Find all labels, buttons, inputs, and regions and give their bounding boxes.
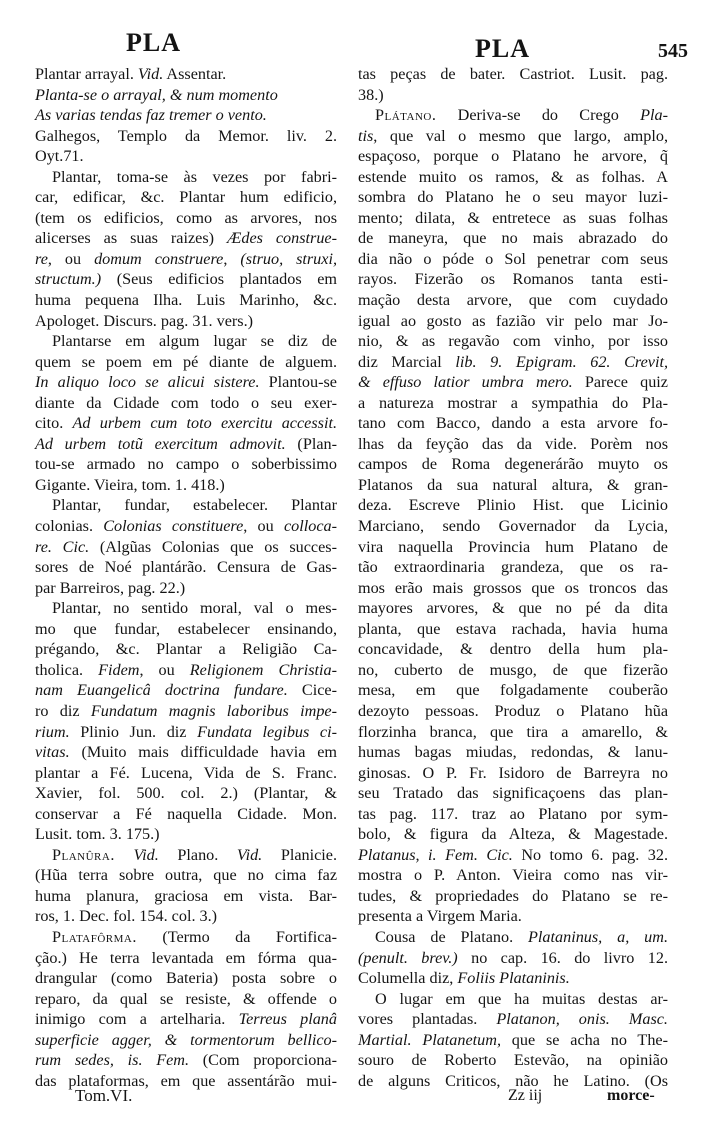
text-run: ro diz: [35, 701, 91, 720]
latin-text: Fidem: [98, 660, 140, 679]
text-line: [35, 495, 337, 516]
text-line: [35, 352, 337, 373]
text-line: [358, 680, 668, 701]
text-line: [358, 578, 668, 599]
text-line: [358, 331, 668, 352]
latin-text: Vid.: [133, 845, 159, 864]
text-run: (Hũa terra sobre outra, que no cima faz: [35, 866, 337, 885]
text-line: [358, 516, 668, 537]
text-run: Apologet. Discurs. pag. 31. vers.): [35, 311, 254, 330]
latin-text: Ad urbem cum toto exercitu accessit.: [72, 414, 337, 433]
latin-text: re. Cic.: [35, 537, 90, 556]
text-line: [35, 722, 337, 743]
text-run: huma pequena Ilha. Luis Marinho, &c.: [35, 291, 337, 310]
text-run: Plano.: [158, 845, 237, 864]
text-run: bolo, & figura da Alteza, & Magestade.: [358, 825, 668, 844]
text-run: tão extraordinaria grandeza, que os ra-: [358, 558, 668, 577]
left-column: [35, 64, 337, 1091]
text-run: car, edificar, &c. Plantar hum edificio,: [35, 188, 337, 207]
text-line: [358, 722, 668, 743]
text-run: mos erão mais grossos que os troncos das: [358, 578, 668, 597]
latin-text: nam Euangelicâ doctrina fundare.: [35, 681, 288, 700]
text-line: [358, 475, 668, 496]
latin-text: colloca-: [283, 517, 338, 536]
latin-text: rum sedes, is. Fem.: [35, 1051, 190, 1070]
text-line: [35, 249, 337, 270]
latin-text: & effuso latior umbra mero.: [358, 373, 573, 392]
text-run: Platanos da sua natural altura, & gran-: [358, 475, 668, 494]
text-run: inimigo com a artelharia.: [35, 1010, 239, 1029]
text-run: Assentar.: [163, 65, 227, 83]
text-line: [35, 948, 337, 969]
text-run: (Termo da Fortifica-: [136, 927, 337, 946]
text-line: [35, 85, 337, 106]
text-line: [35, 1009, 337, 1030]
text-run: campos de Roma degenerárão muyto os: [358, 455, 668, 474]
text-run: diante da Cidade com todo o seu exer-: [35, 393, 337, 412]
text-run: plantar a Fé. Lucena, Vida de S. Franc.: [35, 763, 337, 782]
text-line: [358, 886, 668, 907]
text-line: [35, 269, 337, 290]
text-line: [358, 413, 668, 434]
volume-mark: Tom.VI.: [75, 1086, 133, 1105]
text-run: Plinio Jun. diz: [69, 722, 198, 741]
text-line: [35, 680, 337, 701]
text-run: Gigante. Vieira, tom. 1. 418.): [35, 475, 225, 494]
text-line: [35, 763, 337, 784]
latin-text: Fundatum magnis laboribus impe-: [90, 701, 338, 720]
headword: Plátano.: [375, 106, 437, 125]
text-line: [358, 146, 668, 167]
text-line: [35, 1050, 337, 1071]
text-line: [35, 372, 337, 393]
text-line: [35, 989, 337, 1010]
text-run: concavidade, & dentro della hum pla-: [358, 640, 668, 659]
text-run: Cousa de Platano.: [375, 927, 529, 946]
text-run: a natureza mostrar a sympathia do Pla-: [358, 393, 668, 412]
text-line: [358, 742, 668, 763]
text-line: [358, 537, 668, 558]
text-line: [35, 146, 337, 167]
text-line: [358, 352, 668, 373]
text-run: mento; dilata, & entretece as suas folhas: [358, 208, 668, 227]
text-run: quem se poem em pé diante de alguem.: [35, 352, 337, 371]
text-run: alicerses as suas raizes): [35, 229, 227, 248]
text-run: sores de Noé plantárão. Censura de Gas-: [35, 558, 337, 577]
latin-text: Platanon, onis. Masc.: [496, 1010, 668, 1029]
text-line: [35, 454, 337, 475]
text-run: florzinha branca, que tira a amarello, &: [358, 722, 668, 741]
text-run: nio, & as regavão com vinho, por isso: [358, 332, 668, 351]
text-line: [35, 475, 337, 496]
text-line: [358, 372, 668, 393]
text-run: seu Tratado das significaçoens das plan-: [358, 784, 668, 803]
text-line: [358, 804, 668, 825]
text-run: cito.: [35, 414, 73, 433]
text-line: [358, 269, 668, 290]
text-line: [35, 598, 337, 619]
latin-text: domum construere: [94, 249, 224, 268]
latin-text: (penult. brev.): [358, 948, 458, 967]
text-line: [35, 516, 337, 537]
latin-text: Platanus, i. Fem. Cic.: [358, 845, 513, 864]
text-run: espaçoso, porque o Platano he arvore, q̃: [358, 147, 668, 166]
text-run: conservar a Fé naquella Cidade. Mon.: [35, 804, 337, 823]
text-line: [35, 906, 337, 927]
text-line: [35, 886, 337, 907]
text-run: [115, 846, 134, 864]
text-run: (Plan-: [285, 434, 337, 453]
text-run: , ou: [139, 660, 190, 679]
latin-text: vitas.: [35, 743, 70, 762]
text-run: O lugar em que ha muitas destas ar-: [375, 989, 668, 1008]
text-line: [358, 865, 668, 886]
text-run: vira naquella Provincia hum Platano de: [358, 537, 668, 556]
text-run: mo que fundar, estabelecer ensinando,: [35, 619, 337, 638]
catchword: morce-: [607, 1087, 655, 1104]
text-run: tou-se armado no campo o soberbissimo: [35, 455, 337, 474]
text-line: [358, 598, 668, 619]
text-line: [358, 167, 668, 188]
text-line: [35, 845, 337, 866]
text-line: [35, 660, 337, 681]
text-line: [358, 85, 668, 106]
latin-text: superficie agger, & tormentorum bellico-: [35, 1030, 337, 1049]
latin-text: Ad urbem totũ exercitum admovit.: [35, 434, 286, 453]
text-line: [35, 824, 337, 845]
text-run: , ou: [243, 517, 284, 536]
text-run: ros, 1. Dec. fol. 154. col. 3.): [35, 907, 218, 926]
latin-text: As varias tendas faz tremer o vento.: [35, 106, 267, 125]
text-run: tudes, & propriedades do Platano se re-: [358, 886, 668, 905]
text-run: no, cuberto de musgo, de que fizerão: [358, 660, 668, 679]
text-line: [358, 845, 668, 866]
text-line: [358, 906, 668, 927]
text-line: [358, 311, 668, 332]
text-run: vores plantadas.: [358, 1010, 497, 1029]
text-run: Cice-: [287, 681, 337, 700]
text-run: 38.): [358, 85, 384, 104]
text-line: [35, 413, 337, 434]
text-run: souro de Roberto Estevão, na opinião: [358, 1051, 668, 1070]
text-run: , ou: [47, 249, 95, 268]
text-run: diz Marcial: [358, 352, 456, 371]
text-line: [358, 187, 668, 208]
text-line: [358, 989, 668, 1010]
text-line: [358, 228, 668, 249]
text-run: tano com Bacco, dando a esta arvore fo-: [358, 414, 668, 433]
text-run: tholica.: [35, 660, 99, 679]
text-line: [358, 126, 668, 147]
text-run: (Muito mais difficuldade havia em: [69, 743, 337, 762]
text-line: [358, 393, 668, 414]
text-run: Xavier, fol. 500. col. 2.) (Plantar, &: [35, 784, 337, 803]
page-number: 545: [658, 40, 688, 62]
latin-text: rium.: [35, 722, 70, 741]
text-run: (Seus edificios plantados em: [101, 270, 337, 289]
text-run: (Algũas Colonias que os succes-: [89, 537, 337, 556]
text-run: Lusit. tom. 3. 175.): [35, 825, 160, 844]
latin-text: re: [35, 249, 48, 268]
text-run: (tem os edificios, como as arvores, nos: [35, 208, 337, 227]
latin-text: lib. 9. Epigram. 62. Crevit,: [455, 352, 669, 371]
latin-text: Fundata legibus ci-: [197, 722, 338, 741]
text-run: humas bagas miudas, redondas, & lanu-: [358, 743, 668, 762]
latin-text: Pla-: [640, 106, 668, 125]
text-line: [35, 1030, 337, 1051]
text-run: rayos. Fizerão os Romanos tanta esti-: [358, 270, 668, 289]
text-line: [35, 578, 337, 599]
text-line: [358, 495, 668, 516]
text-line: [358, 290, 668, 311]
latin-text: Plataninus, a, um.: [528, 927, 668, 946]
text-run: ginosas. O P. Fr. Isidoro de Barreyra no: [358, 763, 668, 782]
text-run: drangular (como Bateria) posta sobre o: [35, 969, 337, 988]
text-run: mação desta arvore, que com cuydado: [358, 291, 668, 310]
text-run: Oyt.71.: [35, 147, 84, 166]
text-run: dezoyto pessoas. Produz o Platano hũa: [358, 701, 668, 720]
text-run: Plantou-se: [259, 373, 337, 392]
text-run: Plantar, fundar, estabelecer. Plantar: [52, 496, 337, 515]
text-line: [358, 208, 668, 229]
text-line: [358, 454, 668, 475]
text-run: das plataformas, em que assentárão mui-: [35, 1071, 337, 1090]
text-line: [35, 927, 337, 948]
text-line: [35, 968, 337, 989]
right-column: [358, 64, 668, 1091]
text-line: [35, 290, 337, 311]
text-run: planta, que estava rachada, havia huma: [358, 619, 668, 638]
text-run: colonias.: [35, 517, 104, 536]
text-line: [35, 537, 337, 558]
signature-mark: Zz iij: [508, 1087, 543, 1104]
headword: Planûra.: [52, 845, 115, 864]
text-line: [358, 783, 668, 804]
text-run: no cap. 16. do livro 12.: [457, 948, 669, 967]
latin-text: Ædes construe-: [226, 229, 338, 248]
text-line: [35, 619, 337, 640]
latin-text: Colonias constituere: [103, 517, 244, 536]
latin-text: (struo, struxi,: [240, 249, 338, 268]
text-run: mesa, em que folgadamente couberão: [358, 681, 668, 700]
latin-text: Vid.: [137, 65, 164, 83]
text-line: [35, 393, 337, 414]
text-run: Galhegos, Templo da Memor. liv. 2.: [35, 126, 337, 145]
text-line: [358, 64, 668, 85]
text-line: [358, 639, 668, 660]
latin-text: Vid.: [236, 845, 263, 864]
latin-text: Terreus planâ: [238, 1010, 337, 1029]
latin-text: Religionem Christia-: [189, 660, 337, 679]
text-run: par Barreiros, pag. 22.): [35, 578, 186, 597]
text-line: [35, 557, 337, 578]
latin-text: Martial. Platanetum,: [358, 1030, 501, 1049]
running-head-left: PLA: [126, 28, 181, 57]
text-line: [35, 331, 337, 352]
text-line: [358, 434, 668, 455]
text-line: [35, 701, 337, 722]
text-line: [358, 948, 668, 969]
text-run: lhas da feyção das da vide. Porèm nos: [358, 434, 668, 453]
text-line: [358, 824, 668, 845]
text-run: Plantarse em algum lugar se diz de: [52, 332, 337, 351]
text-line: [35, 804, 337, 825]
text-run: mostra o P. Anton. Vieira como nas vir-: [358, 866, 668, 885]
text-line: [35, 105, 337, 126]
text-line: [35, 434, 337, 455]
text-run: sombra do Platano he o seu mayor luzi-: [358, 188, 668, 207]
text-run: presenta a Virgem Maria.: [358, 907, 522, 926]
text-line: [358, 968, 668, 989]
text-run: deza. Escreve Plinio Hist. que Licinio: [358, 496, 668, 515]
text-line: [35, 311, 337, 332]
text-line: [35, 208, 337, 229]
text-run: Plantar, no sentido moral, val o mes-: [52, 599, 337, 618]
headword: Platafôrma.: [52, 927, 137, 946]
text-run: Deriva-se do Crego: [436, 106, 641, 125]
text-run: tas pag. 117. traz ao Platano por sym-: [358, 804, 668, 823]
text-run: Columella diz,: [358, 969, 458, 988]
text-run: que se acha no The-: [501, 1030, 668, 1049]
text-line: [358, 927, 668, 948]
latin-text: structum.): [35, 270, 102, 289]
text-line: [358, 557, 668, 578]
text-run: mayores arvores, & que no pé da dita: [358, 599, 668, 618]
text-line: [35, 187, 337, 208]
text-run: dia não o póde o Sol penetrar com seus: [358, 249, 668, 268]
text-run: (Com proporciona-: [189, 1051, 337, 1070]
text-line: [35, 126, 337, 147]
text-line: [35, 167, 337, 188]
text-line: [35, 742, 337, 763]
latin-text: In aliquo loco se alicui sistere.: [35, 373, 260, 392]
text-line: [358, 619, 668, 640]
text-line: [35, 639, 337, 660]
text-run: Plantar, toma-se às vezes por fabri-: [52, 167, 337, 186]
text-run: , que val o mesmo que largo, amplo,: [373, 126, 668, 145]
text-run: tas peças de bater. Castriot. Lusit. pag.: [358, 65, 668, 83]
text-line: [358, 763, 668, 784]
text-run: ção.) He terra levantada em fórma qua-: [35, 948, 337, 967]
text-run: igual ao gosto as fazião vir pelo mar Jo-: [358, 311, 668, 330]
text-run: ,: [223, 249, 241, 268]
text-run: estende muito os ramos, & as folhas. A: [358, 167, 668, 186]
running-head-right: PLA: [475, 34, 530, 63]
text-run: Parece quiz: [572, 373, 668, 392]
text-run: de maneyra, que no mais abrazado do: [358, 229, 668, 248]
text-run: prégando, &c. Plantar a Religião Ca-: [35, 640, 337, 659]
text-line: [358, 249, 668, 270]
text-line: [358, 660, 668, 681]
text-run: reparo, da qual se resiste, & offende o: [35, 989, 337, 1008]
text-line: [35, 783, 337, 804]
text-line: [358, 1050, 668, 1071]
text-line: [358, 1030, 668, 1051]
latin-text: Planta-se o arrayal, & num momento: [35, 85, 278, 104]
latin-text: Foliis Plataninis.: [457, 969, 570, 988]
text-run: Plantar arrayal.: [35, 65, 138, 83]
text-run: de alguns Criticos, não he Latino. (Os: [358, 1071, 668, 1090]
text-run: No tomo 6. pag. 32.: [512, 845, 668, 864]
text-line: [35, 228, 337, 249]
text-line: [35, 865, 337, 886]
text-run: Marciano, sendo Governador da Lycia,: [358, 517, 668, 536]
text-run: huma planura, graciosa em vista. Bar-: [35, 886, 337, 905]
text-line: [358, 701, 668, 722]
text-line: [358, 1009, 668, 1030]
text-line: [35, 64, 337, 85]
text-line: [358, 105, 668, 126]
text-run: Planicie.: [262, 845, 338, 864]
latin-text: tis: [358, 126, 374, 145]
